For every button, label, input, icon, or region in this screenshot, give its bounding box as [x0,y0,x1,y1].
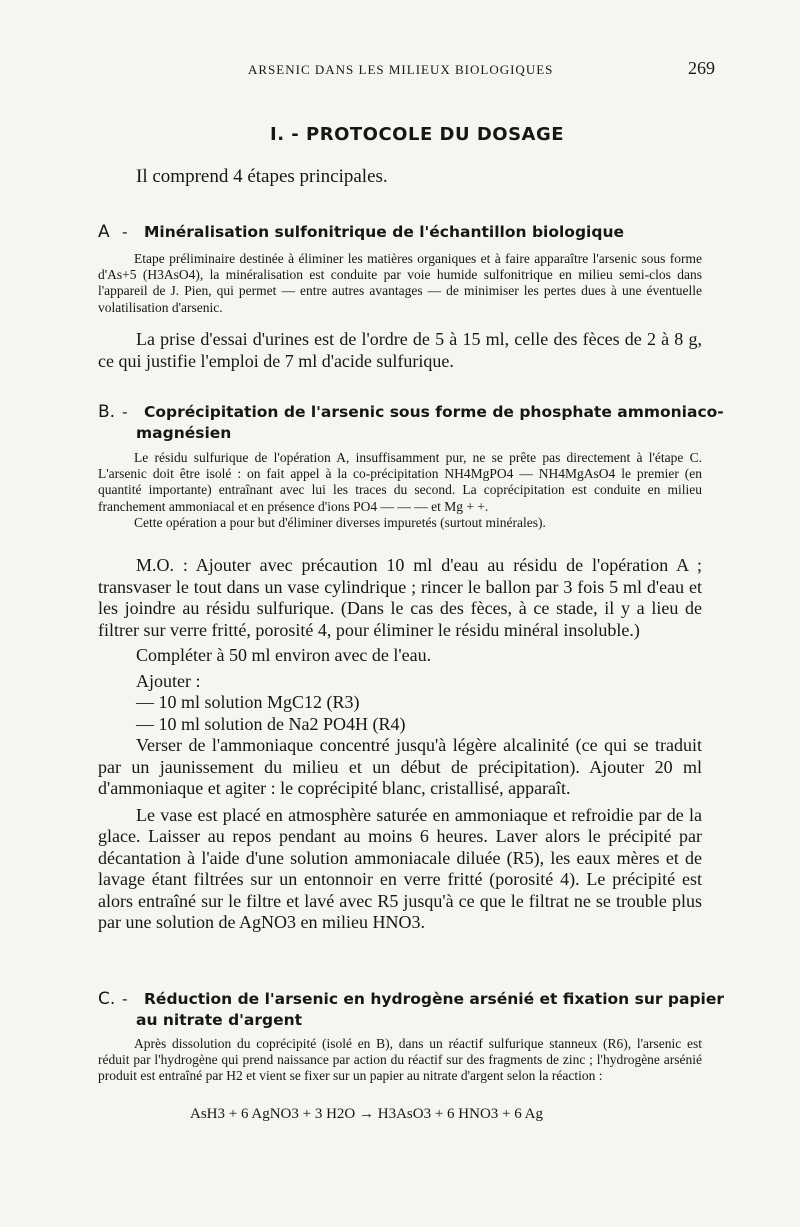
step-a-paragraph [98,251,702,316]
heading-title-line1: Coprécipitation de l'arsenic sous forme de phosphate ammoniaco- [144,403,724,421]
step-a-body: Etape préliminaire destinée à éliminer les matières organiques et à faire apparaître l'arsenic sous forme d'As+5 (H3AsO4), la minéralisation est conduite par voie humide sulfonitrique en milieu semi-clos dans l'appareil de J. Pien, qui permet — entre autres avantages — de minimiser les pertes dues à une éventuelle volatilisation d'arsenic. [98,251,702,315]
heading-letter: B. [98,402,116,422]
heading-title-line1: Réduction de l'arsenic en hydrogène arsénié et fixation sur papier [144,990,725,1008]
step-b-procedure [98,555,702,934]
step-a-large-paragraph [98,329,702,372]
step-c-paragraph [98,1036,702,1085]
step-c-body: Après dissolution du coprécipité (isolé en B), dans un réactif sulfurique stanneux (R6), l'arsenic est réduit par l'hydrogène qui prend naissance par action du réactif sur des fragments de zinc ; l'hydrogène arsénié produit est entraîné par H2 et vient se fixer sur un papier au nitrate d'argent selon la réaction : [98,1036,702,1084]
section-intro: Il comprend 4 étapes principales. [136,166,388,187]
step-b-paragraph [98,450,702,531]
page-number: 269 [688,58,715,78]
step-b-item2: — 10 ml solution de Na2 PO4H (R4) [136,713,406,734]
heading-step-b [98,402,724,444]
heading-letter: A [98,222,110,242]
heading-dash: - [122,990,128,1008]
step-b-vase: Le vase est placé en atmosphère saturée en ammoniaque et refroidie par de la glace. Laisser au repos pendant au moins 6 heures. Laver alors le précipité par décantation à l'aide d'une solution ammoniacale diluée (R5), les eaux mères et de lavage étant filtrées sur un entonnoir en verre fritté (porosité 4). Le précipité est alors entraîné sur le filtre et lavé avec R5 jusqu'à ce que le filtrat ne se trouble plus par une solution de AgNO3 en milieu HNO3. [98,804,702,932]
step-b-item1: — 10 ml solution MgC12 (R3) [136,692,360,712]
step-b-add: Ajouter : [136,670,201,691]
heading-step-a [98,222,624,243]
step-b-mo: M.O. : Ajouter avec précaution 10 ml d'eau au résidu de l'opération A ; transvaser le tout dans un vase cylindrique ; rincer le ballon par 3 fois 5 ml d'eau et les joindre au résidu sulfurique. (Dans le cas des fèces, à ce stade, il y a lieu de filtrer sur verre fritté, porosité 4, pour éliminer le résidu minéral insoluble.) [98,555,702,640]
heading-title-line2: au nitrate d'argent [136,1011,303,1029]
heading-title-line2: magnésien [136,424,232,442]
step-b-complete: Compléter à 50 ml environ avec de l'eau. [136,645,432,665]
step-a-large-text: La prise d'essai d'urines est de l'ordre de 5 à 15 ml, celle des fèces de 2 à 8 g, ce qui justifie l'emploi de 7 ml d'acide sulfurique. [98,329,702,371]
section-title: I. - PROTOCOLE DU DOSAGE [270,124,565,145]
heading-dash: - [122,223,128,241]
heading-letter: C. [98,989,116,1009]
reaction-equation: AsH3 + 6 AgNO3 + 3 H2O → H3AsO3 + 6 HNO3 + 6 Ag [190,1106,544,1122]
step-b-body2: Cette opération a pour but d'éliminer diverses impuretés (surtout minérales). [134,514,546,530]
step-b-body1: Le résidu sulfurique de l'opération A, insuffisamment pur, ne se prête pas directement à l'étape C. L'arsenic doit être isolé : on fait appel à la co-précipitation NH4MgPO4 — NH4MgAsO4 le premier (en quantité importante) entraînant avec lui les traces du second. La coprécipitation est conduite en milieu franchement ammoniacal et en présence d'ions PO4 — — — et Mg + +. [98,450,702,514]
heading-title: Minéralisation sulfonitrique de l'échantillon biologique [144,223,625,241]
heading-dash: - [122,403,128,421]
heading-step-c [98,989,724,1031]
running-title: ARSENIC DANS LES MILIEUX BIOLOGIQUES [248,62,554,77]
step-b-pour: Verser de l'ammoniaque concentré jusqu'à légère alcalinité (ce qui se traduit par un jaunissement du milieu et un début de précipitation). Ajouter 20 ml d'ammoniaque et agiter : le coprécipité blanc, cristallisé, apparaît. [98,735,702,798]
